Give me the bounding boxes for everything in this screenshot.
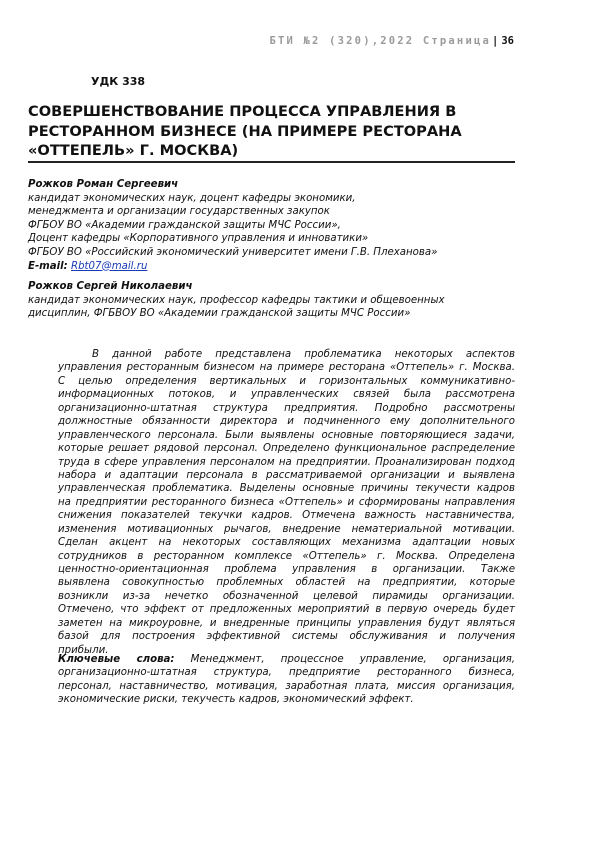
abstract-line: которые решает рядовой персонал. Определено функциональное распределение xyxy=(58,443,515,455)
abstract-line: базой для построения эффективной системы обслуживания и получения xyxy=(58,631,515,643)
keywords-line: экономические риски, текучесть кадров, экономический эффект. xyxy=(58,694,414,706)
keywords-block xyxy=(58,653,515,707)
author-affiliation-line: менеджмента и организации государственных закупок xyxy=(28,206,330,218)
abstract-line: заметен на микроуровне, и внедренные принципы управления будут являться xyxy=(58,617,515,629)
abstract-line: информационных потоков, и управленческих связей была рассмотрена xyxy=(58,389,515,401)
abstract-line: должностные обязанности директора и подчиненного ему дополнительного xyxy=(58,416,515,428)
header-separator: | xyxy=(492,35,499,47)
keywords-line: персонал, наставничество, мотивация, заработная плата, миссия организация, xyxy=(58,680,515,692)
title-divider xyxy=(28,161,515,163)
abstract-line: управления ресторанным бизнесом на примере ресторана «Оттепель» г. Москва. xyxy=(58,362,515,374)
author-email-row xyxy=(28,260,568,274)
abstract-line: возникли из-за нечетко обозначенной целевой пирамиды организации. xyxy=(58,590,515,602)
abstract-line: прибыли. xyxy=(58,644,109,656)
udk-code: УДК 338 xyxy=(91,75,146,88)
abstract xyxy=(58,348,515,657)
abstract-line: Отмечено, что эффект от предложенных мероприятий в первую очередь будет xyxy=(58,604,515,616)
author-block-1 xyxy=(28,178,568,273)
abstract-line: управленческого персонала. Были выявлены основные повторяющиеся задачи, xyxy=(58,429,515,441)
title-line: РЕСТОРАННОМ БИЗНЕСЕ (НА ПРИМЕРЕ РЕСТОРАНА xyxy=(28,122,462,140)
abstract-line: изменения мотивационных рычагов, внедрение нематериальной мотивации. xyxy=(58,523,515,535)
page-number: 36 xyxy=(501,35,514,47)
keywords-line xyxy=(58,653,515,666)
abstract-line: труда в сфере управления персоналом на предприятии. Проанализирован подход xyxy=(58,456,515,468)
abstract-line: набора и адаптации персонала в рассматриваемой организации и выявлена xyxy=(58,469,515,481)
email-link[interactable]: Rbt07@mail.ru xyxy=(71,260,148,272)
keywords-text: Менеджмент, процессное управление, организация, xyxy=(190,654,515,665)
abstract-line: Сделан акцент на некоторых составляющих механизма адаптации новых xyxy=(58,537,515,549)
author-affiliation-line: ФГБОУ ВО «Российский экономический университет имени Г.В. Плеханова» xyxy=(28,246,438,258)
title-line: «ОТТЕПЕЛЬ» Г. МОСКВА) xyxy=(28,142,239,159)
keywords-label: Ключевые слова: xyxy=(58,654,175,665)
title-line: СОВЕРШЕНСТВОВАНИЕ ПРОЦЕССА УПРАВЛЕНИЯ В xyxy=(28,103,457,120)
abstract-line: сотрудников в ресторанном комплексе «Оттепель» г. Москва. Определена xyxy=(58,550,515,562)
author-affiliation-line: ФГБОУ ВО «Академии гражданской защиты МЧС России», xyxy=(28,219,341,231)
author-name: Рожков Сергей Николаевич xyxy=(28,281,193,292)
journal-title: БТИ №2 (320),2022 Страница xyxy=(269,35,492,47)
author-block-2 xyxy=(28,280,568,321)
abstract-line: ценностно-ориентационная проблема управления в организации. Также xyxy=(58,564,515,575)
article-title xyxy=(28,102,528,161)
abstract-line: снижения показателей текучки кадров. Отмечена важность наставничества, xyxy=(58,510,515,522)
author-affiliation-line: Доцент кафедры «Корпоративного управления и инноватики» xyxy=(28,233,369,245)
email-label: E-mail: xyxy=(28,260,68,272)
abstract-line: на предприятии ресторанного бизнеса «Оттепель» и сформированы направления xyxy=(58,496,515,508)
author-affiliation-line: кандидат экономических наук, профессор кафедры тактики и общевоенных xyxy=(28,294,445,306)
author-affiliation-line: дисциплин, ФГБВОУ ВО «Академии гражданской защиты МЧС России» xyxy=(28,308,411,320)
author-name: Рожков Роман Сергеевич xyxy=(28,179,179,190)
journal-header xyxy=(269,35,514,47)
abstract-line: выявлена совокупностью проблемных областей на предприятии, которые xyxy=(58,577,515,589)
abstract-line: управленческая проблематика. Выделены основные причины текучести кадров xyxy=(58,483,515,495)
abstract-line: С целью определения вертикальных и горизонтальных коммуникативно- xyxy=(58,375,515,387)
keywords-line: организационно-штатная структура, предприятие ресторанного бизнеса, xyxy=(58,667,515,679)
abstract-line: В данной работе представлена проблематика некоторых аспектов xyxy=(92,349,515,360)
abstract-line: организационно-штатная структура предприятия. Подробно рассмотрены xyxy=(58,402,515,414)
author-affiliation-line: кандидат экономических наук, доцент кафедры экономики, xyxy=(28,192,356,204)
